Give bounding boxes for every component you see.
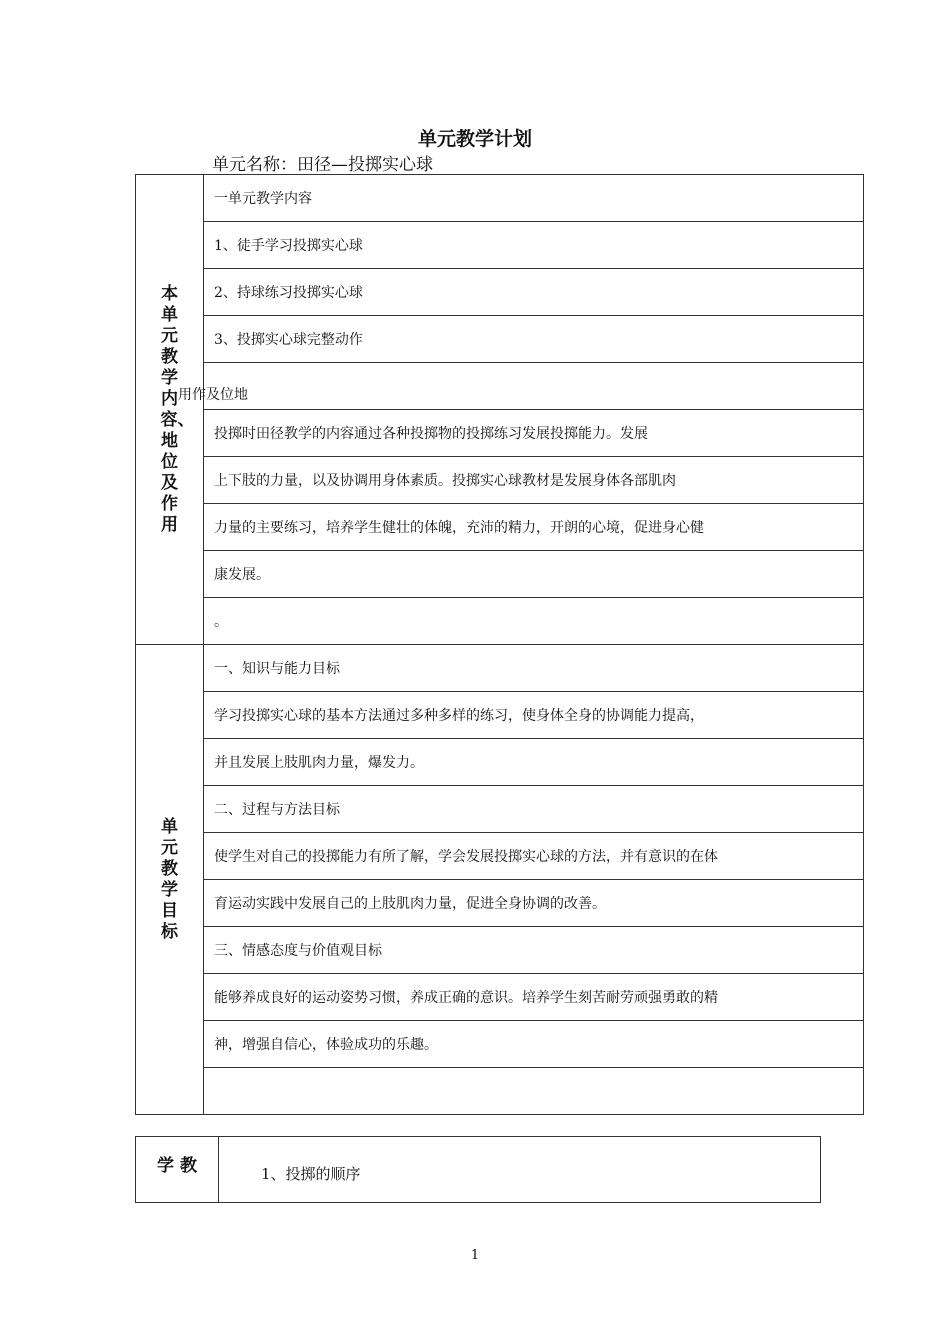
- section2-line: 并且发展上肢肌肉力量，爆发力。: [204, 739, 864, 786]
- section2-line: 育运动实践中发展自己的上肢肌肉力量，促进全身协调的改善。: [204, 880, 864, 927]
- section1-line: [204, 363, 864, 410]
- section2-label: 单元教学目标: [161, 816, 178, 942]
- section1-line: 力量的主要练习，培养学生健壮的体魄，充沛的精力，开朗的心境，促进身心健: [204, 504, 864, 551]
- section2-line: [204, 1068, 864, 1115]
- section3-label: 学 教: [136, 1137, 219, 1203]
- section2-line: 神，增强自信心，体验成功的乐趣。: [204, 1021, 864, 1068]
- section1-line: 上下肢的力量，以及协调用身体素质。投掷实心球教材是发展身体各部肌肉: [204, 457, 864, 504]
- section1-line: 2、持球练习投掷实心球: [204, 269, 864, 316]
- unit-plan-table: [135, 174, 864, 1115]
- section1-label: 本单元教学内容、地位及作用: [160, 283, 195, 535]
- unit-name: 单元名称：田径—投掷实心球: [212, 155, 433, 175]
- section2-line: 二、过程与方法目标: [204, 786, 864, 833]
- section2-line: 使学生对自己的投掷能力有所了解，学会发展投掷实心球的方法，并有意识的在体: [204, 833, 864, 880]
- section1-line: 3、投掷实心球完整动作: [204, 316, 864, 363]
- section2-line: 一、知识与能力目标: [204, 645, 864, 692]
- section3-line: 1、投掷的顺序: [219, 1137, 821, 1203]
- section1-line: 一单元教学内容: [204, 175, 864, 222]
- section1-line: 康发展。: [204, 551, 864, 598]
- section1-label-cell: [136, 175, 204, 645]
- page-title: 单元教学计划: [417, 128, 532, 150]
- section2-line: 学习投掷实心球的基本方法通过多种多样的练习，使身体全身的协调能力提高，: [204, 692, 864, 739]
- section2-label-cell: [136, 645, 204, 1115]
- section1-line: 。: [204, 598, 864, 645]
- section2-line: 能够养成良好的运动姿势习惯，养成正确的意识。培养学生刻苦耐劳顽强勇敢的精: [204, 974, 864, 1021]
- page-number: 1: [470, 1248, 480, 1263]
- teaching-table: [135, 1136, 821, 1203]
- section1-line: 1、徒手学习投掷实心球: [204, 222, 864, 269]
- section1-line: 投掷时田径教学的内容通过各种投掷物的投掷练习发展投掷能力。发展: [204, 410, 864, 457]
- side-note: 用作及位地: [178, 387, 248, 403]
- section2-line: 三、情感态度与价值观目标: [204, 927, 864, 974]
